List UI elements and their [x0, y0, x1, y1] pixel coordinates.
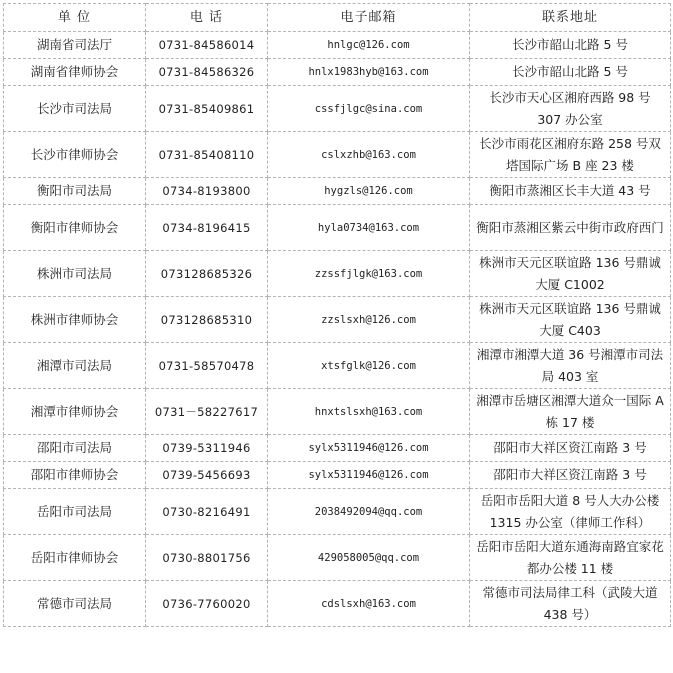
unit-cell: 湘潭市律师协会	[4, 389, 146, 435]
address-cell: 株洲市天元区联谊路 136 号鼎诚大厦 C403	[470, 297, 671, 343]
table-row	[4, 343, 671, 389]
address-cell: 株洲市天元区联谊路 136 号鼎诚大厦 C1002	[470, 251, 671, 297]
phone-cell: 0730-8801756	[146, 535, 268, 581]
address-cell: 长沙市天心区湘府西路 98 号 307 办公室	[470, 86, 671, 132]
address-cell: 邵阳市大祥区资江南路 3 号	[470, 435, 671, 462]
table-row	[4, 297, 671, 343]
phone-cell: 0736-7760020	[146, 581, 268, 627]
phone-cell: 0731-58570478	[146, 343, 268, 389]
table-row	[4, 59, 671, 86]
table-row	[4, 462, 671, 489]
header-row	[4, 4, 671, 32]
unit-cell: 长沙市司法局	[4, 86, 146, 132]
email-cell: hygzls@126.com	[268, 178, 470, 205]
unit-cell: 岳阳市司法局	[4, 489, 146, 535]
address-cell: 湘潭市湘潭大道 36 号湘潭市司法局 403 室	[470, 343, 671, 389]
address-cell: 常德市司法局律工科（武陵大道 438 号）	[470, 581, 671, 627]
email-cell: hnxtslsxh@163.com	[268, 389, 470, 435]
table-body	[4, 32, 671, 627]
email-cell: sylx5311946@126.com	[268, 435, 470, 462]
email-cell: xtsfglk@126.com	[268, 343, 470, 389]
table-row	[4, 205, 671, 251]
table-row	[4, 435, 671, 462]
table-row	[4, 178, 671, 205]
phone-cell: 0731－58227617	[146, 389, 268, 435]
email-cell: hnlgc@126.com	[268, 32, 470, 59]
unit-cell: 邵阳市律师协会	[4, 462, 146, 489]
unit-cell: 常德市司法局	[4, 581, 146, 627]
address-cell: 长沙市韶山北路 5 号	[470, 59, 671, 86]
address-cell: 岳阳市岳阳大道 8 号人大办公楼 1315 办公室（律师工作科）	[470, 489, 671, 535]
email-cell: cslxzhb@163.com	[268, 132, 470, 178]
phone-cell: 073128685310	[146, 297, 268, 343]
contacts-table	[3, 3, 671, 627]
header-email: 电子邮箱	[268, 4, 470, 32]
table-row	[4, 581, 671, 627]
unit-cell: 衡阳市律师协会	[4, 205, 146, 251]
phone-cell: 0739-5456693	[146, 462, 268, 489]
email-cell: cssfjlgc@sina.com	[268, 86, 470, 132]
email-cell: sylx5311946@126.com	[268, 462, 470, 489]
phone-cell: 0734-8193800	[146, 178, 268, 205]
unit-cell: 株洲市律师协会	[4, 297, 146, 343]
table-row	[4, 86, 671, 132]
table-row	[4, 32, 671, 59]
address-cell: 邵阳市大祥区资江南路 3 号	[470, 462, 671, 489]
phone-cell: 0731-84586326	[146, 59, 268, 86]
email-cell: 429058005@qq.com	[268, 535, 470, 581]
table-row	[4, 251, 671, 297]
unit-cell: 湖南省司法厅	[4, 32, 146, 59]
phone-cell: 0731-85408110	[146, 132, 268, 178]
email-cell: hnlx1983hyb@163.com	[268, 59, 470, 86]
address-cell: 衡阳市蒸湘区紫云中街市政府西门	[470, 205, 671, 251]
unit-cell: 衡阳市司法局	[4, 178, 146, 205]
unit-cell: 株洲市司法局	[4, 251, 146, 297]
address-cell: 岳阳市岳阳大道东通海南路宜家花都办公楼 11 楼	[470, 535, 671, 581]
email-cell: zzslsxh@126.com	[268, 297, 470, 343]
unit-cell: 湖南省律师协会	[4, 59, 146, 86]
unit-cell: 岳阳市律师协会	[4, 535, 146, 581]
phone-cell: 0734-8196415	[146, 205, 268, 251]
phone-cell: 0731-84586014	[146, 32, 268, 59]
header-address: 联系地址	[470, 4, 671, 32]
table-row	[4, 132, 671, 178]
unit-cell: 湘潭市司法局	[4, 343, 146, 389]
phone-cell: 073128685326	[146, 251, 268, 297]
header-phone: 电 话	[146, 4, 268, 32]
header-unit: 单 位	[4, 4, 146, 32]
table-row	[4, 489, 671, 535]
table-row	[4, 389, 671, 435]
phone-cell: 0731-85409861	[146, 86, 268, 132]
email-cell: hyla0734@163.com	[268, 205, 470, 251]
email-cell: 2038492094@qq.com	[268, 489, 470, 535]
address-cell: 长沙市韶山北路 5 号	[470, 32, 671, 59]
phone-cell: 0730-8216491	[146, 489, 268, 535]
table-row	[4, 535, 671, 581]
phone-cell: 0739-5311946	[146, 435, 268, 462]
address-cell: 衡阳市蒸湘区长丰大道 43 号	[470, 178, 671, 205]
email-cell: zzssfjlgk@163.com	[268, 251, 470, 297]
email-cell: cdslsxh@163.com	[268, 581, 470, 627]
address-cell: 长沙市雨花区湘府东路 258 号双塔国际广场 B 座 23 楼	[470, 132, 671, 178]
unit-cell: 邵阳市司法局	[4, 435, 146, 462]
unit-cell: 长沙市律师协会	[4, 132, 146, 178]
address-cell: 湘潭市岳塘区湘潭大道众一国际 A 栋 17 楼	[470, 389, 671, 435]
